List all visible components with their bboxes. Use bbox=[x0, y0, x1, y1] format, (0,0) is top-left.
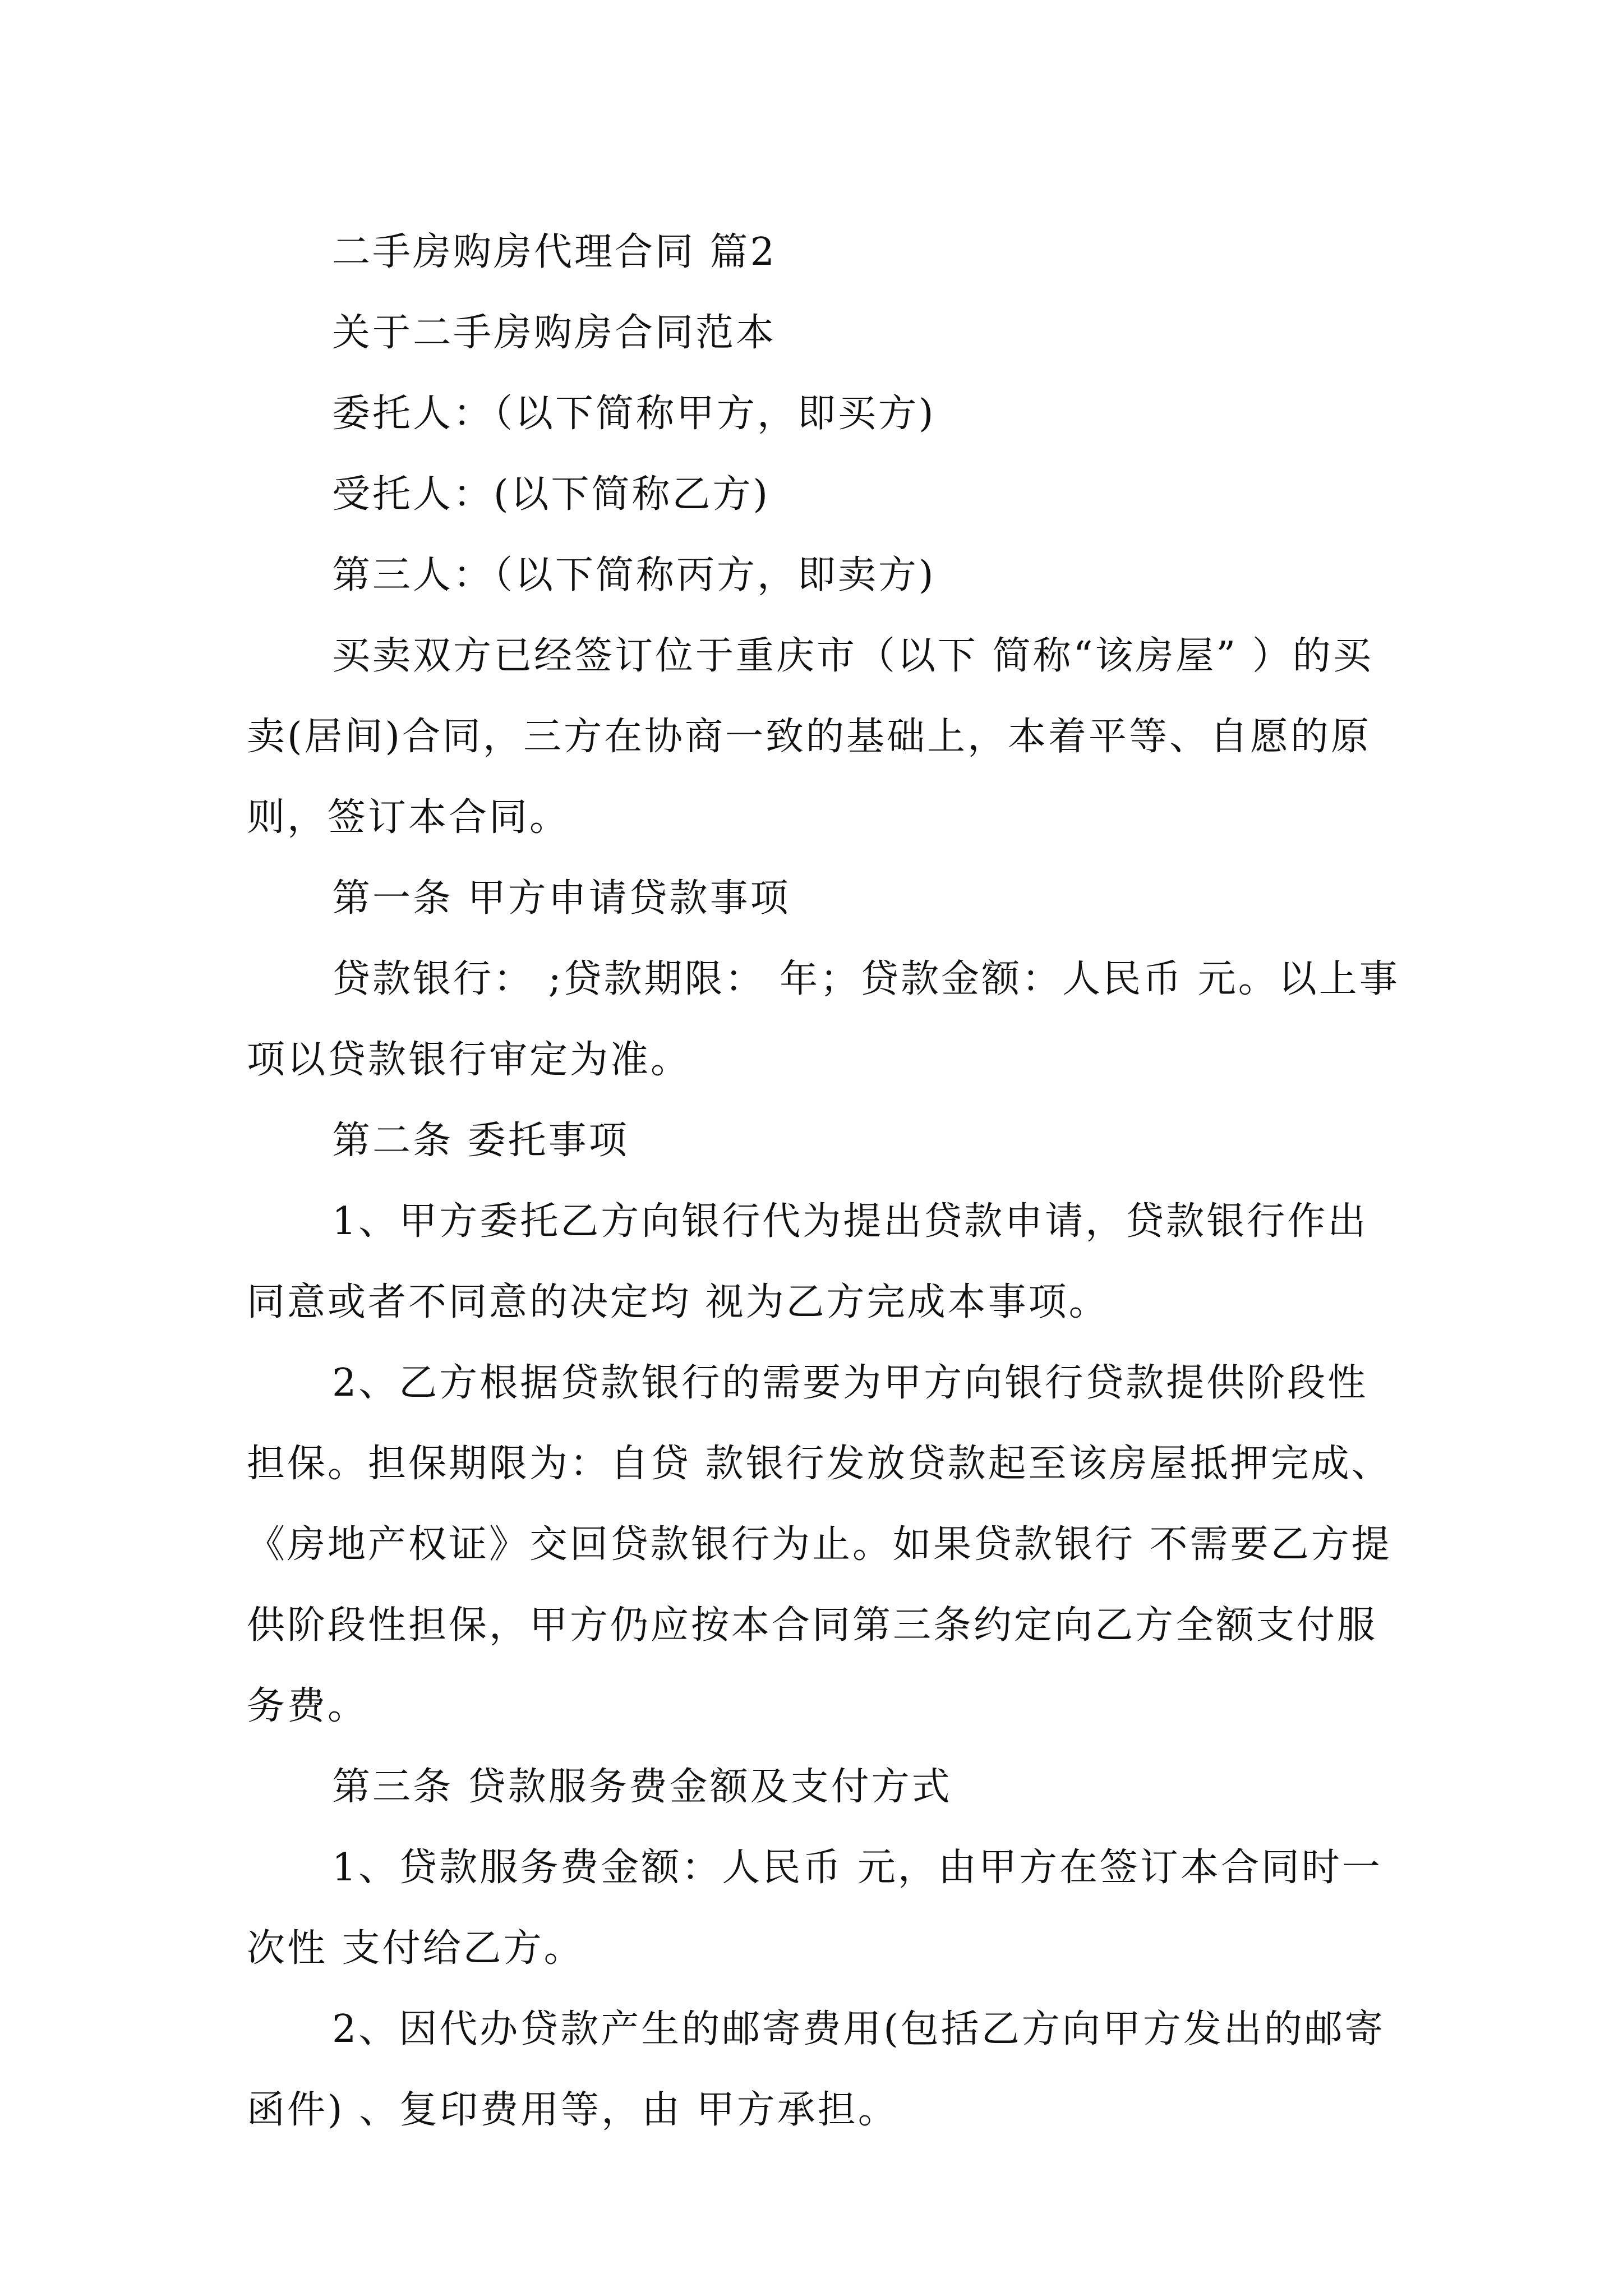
article-1-body: 贷款银行： ;贷款期限： 年；贷款金额：人民币 元。以上事项以贷款银行审定为准。 bbox=[247, 957, 1400, 1082]
article-1-heading: 第一条 甲方申请贷款事项 bbox=[332, 876, 791, 921]
party-third: 第三人：（以下简称丙方，即卖方) bbox=[332, 553, 936, 597]
article-2-clause-1: 1、甲方委托乙方向银行代为提出贷款申请，贷款银行作出同意或者不同意的决定均 视为乙方完成本事项。 bbox=[247, 1199, 1368, 1324]
document-title: 关于二手房购房合同范本 bbox=[332, 311, 777, 355]
document-body bbox=[247, 212, 1402, 2151]
article-3-clause-2: 2、因代办贷款产生的邮寄费用(包括乙方向甲方发出的邮寄函件) 、复印费用等，由 甲方承担。 bbox=[247, 2007, 1385, 2132]
article-2-clause-2: 2、乙方根据贷款银行的需要为甲方向银行贷款提供阶段性担保。担保期限为：自贷 款银行发放贷款起至该房屋抵押完成、 《房地产权证》交回贷款银行为止。如果贷款银行 不需要乙方提供阶段性担保，甲方仍应按本合同第三条约定向乙方全额支付服务费。 bbox=[247, 1361, 1392, 1728]
article-2-heading: 第二条 委托事项 bbox=[332, 1119, 629, 1163]
section-heading: 二手房购房代理合同 篇2 bbox=[332, 230, 777, 274]
article-3-heading: 第三条 贷款服务费金额及支付方式 bbox=[332, 1765, 952, 1809]
article-3-clause-1: 1、贷款服务费金额：人民币 元，由甲方在签订本合同时一次性 支付给乙方。 bbox=[247, 1846, 1382, 1971]
preamble-paragraph: 买卖双方已经签订位于重庆市（以下 简称“该房屋” ）的买卖(居间)合同，三方在协商一致的基础上，本着平等、自愿的原 则，签订本合同。 bbox=[247, 634, 1373, 840]
party-agent: 受托人：(以下简称乙方) bbox=[332, 472, 771, 517]
party-principal: 委托人：（以下简称甲方，即买方) bbox=[332, 392, 936, 436]
